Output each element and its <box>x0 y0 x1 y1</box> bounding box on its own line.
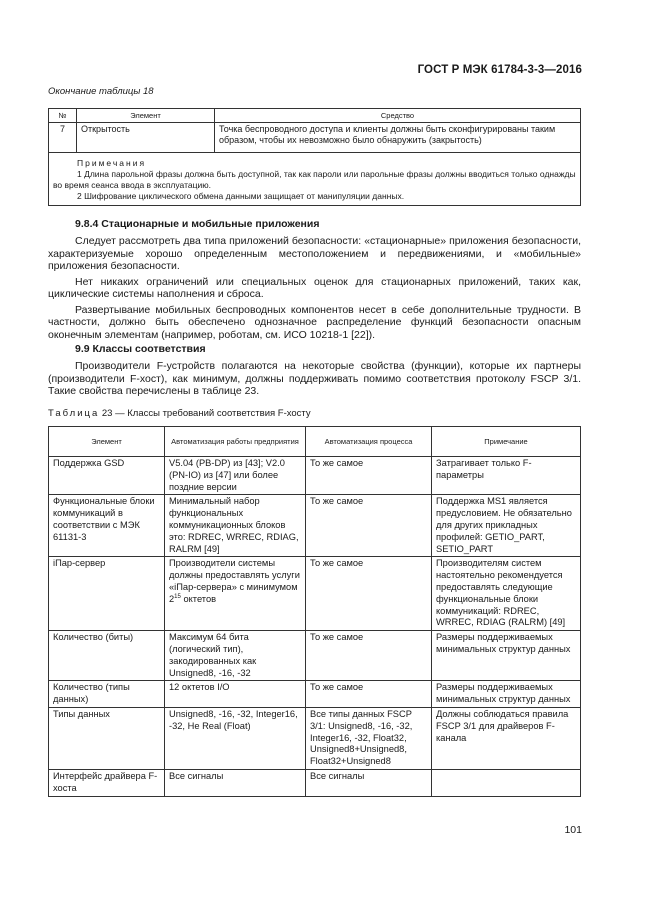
cell-element: Поддержка GSD <box>49 457 165 495</box>
note-2: 2 Шифрование циклического обмена данными защищает от манипуляции данных. <box>77 191 405 201</box>
cell-element: Интерфейс драйвера F-хоста <box>49 769 165 796</box>
header-cell: Автоматизация работы предприятия <box>165 427 306 457</box>
factory-text: Производители системы должны предоставлять услуги «iПар-сервера» с минимумом 2 <box>169 558 300 604</box>
page-number: 101 <box>564 824 582 836</box>
standard-code: ГОСТ Р МЭК 61784-3-3—2016 <box>417 64 582 76</box>
cell-factory: Unsigned8, -16, -32, Integer16, -32, Не Real (Float) <box>165 707 306 769</box>
header-cell: Элемент <box>77 109 215 123</box>
cell-note: Размеры поддерживаемых минимальных структур данных <box>432 631 581 681</box>
cell-process: То же самое <box>306 557 432 631</box>
cell-process: То же самое <box>306 457 432 495</box>
table-row <box>49 707 581 769</box>
section-9-8-4-body <box>48 235 581 341</box>
cell-note: Размеры поддерживаемых минимальных структур данных <box>432 681 581 708</box>
cell-note: Затрагивает только F-параметры <box>432 457 581 495</box>
cell-process: То же самое <box>306 631 432 681</box>
header-cell: Средство <box>215 109 581 123</box>
cell-factory: Минимальный набор функциональных коммуникационных блоков это: RDREC, WRREC, RDIAG, RALRM [49] <box>165 495 306 557</box>
paragraph: Следует рассмотреть два типа приложений безопасности: «стационарные» приложения безопасности, характеризуемые хорошо определенным местоположением и передвижениями, и «мобильные» приложения безопасности. <box>48 235 581 272</box>
caption-text: 23 — Классы требований соответствия F-хосту <box>101 408 311 419</box>
cell-element: Количество (типы данных) <box>49 681 165 708</box>
note-1: 1 Длина парольной фразы должна быть доступной, так как пароли или парольные фразы должны вводиться только однажды во время сеанса ввода в эксплуатацию. <box>53 169 576 190</box>
paragraph: Развертывание мобильных беспроводных компонентов несет в себе дополнительные трудности. В частности, должно быть обеспечено однозначное распределение функций безопасности опасным оконечным элементам (например, роботам, см. ИСО 10218-1 [22]). <box>48 303 581 341</box>
notes-title: Примечания <box>77 158 147 168</box>
notes-row <box>49 153 581 206</box>
table-row <box>49 123 581 153</box>
table-18 <box>48 108 581 206</box>
header-cell: Автоматизация процесса <box>306 427 432 457</box>
table-23 <box>48 426 581 797</box>
paragraph: Нет никаких ограничений или специальных оценок для стационарных приложений, таких как, циклические системы наполнения и сброса. <box>48 275 581 300</box>
cell-note: Производителям систем настоятельно рекомендуется предоставлять следующие функциональные блоки коммуникаций: RDREC, WRREC, RDIAG (RALRM) [49] <box>432 557 581 631</box>
cell-note: Поддержка MS1 является предусловием. Не обязательно для других прикладных профилей: GETIO_PART, SETIO_PART <box>432 495 581 557</box>
table-continuation-caption: Окончание таблицы 18 <box>48 86 154 97</box>
cell-element: Функциональные блоки коммуникаций в соответствии с МЭК 61131-3 <box>49 495 165 557</box>
table-header-row <box>49 109 581 123</box>
table-row <box>49 557 581 631</box>
cell-factory: Все сигналы <box>165 769 306 796</box>
section-heading-9-8-4: 9.8.4 Стационарные и мобильные приложения <box>75 218 320 230</box>
cell-factory: V5.04 (PB-DP) из [43]; V2.0 (PN-IO) из [47] или более поздние версии <box>165 457 306 495</box>
cell-process: Все сигналы <box>306 769 432 796</box>
cell-element: Типы данных <box>49 707 165 769</box>
caption-label: Таблица <box>48 408 100 419</box>
factory-text-end: октетов <box>180 593 217 604</box>
paragraph: Производители F-устройств полагаются на некоторые свойства (функции), которые их партнеры (производители F-хост), как минимум, должны поддерживать помимо соответствия протоколу FSCP 3/1. Такие свойства перечислены в таблице 23. <box>48 360 581 397</box>
cell-process: То же самое <box>306 495 432 557</box>
table-row <box>49 495 581 557</box>
section-9-9-body <box>48 360 581 398</box>
cell-process: То же самое <box>306 681 432 708</box>
exponent: 15 <box>174 593 181 600</box>
table-row <box>49 769 581 796</box>
row-element: Открытость <box>77 123 215 153</box>
header-cell: № <box>49 109 77 123</box>
header-cell: Примечание <box>432 427 581 457</box>
cell-note: Должны соблюдаться правила FSCP 3/1 для драйверов F-канала <box>432 707 581 769</box>
cell-factory: Максимум 64 бита (логический тип), закодированных как Unsigned8, -16, -32 <box>165 631 306 681</box>
header-cell: Элемент <box>49 427 165 457</box>
cell-element: iПар-сервер <box>49 557 165 631</box>
cell-factory <box>165 557 306 631</box>
table-23-caption <box>48 408 311 419</box>
row-means: Точка беспроводного доступа и клиенты должны быть сконфигурированы таким образом, чтобы их невозможно было обнаружить (закрытость) <box>215 123 581 153</box>
cell-factory: 12 октетов I/O <box>165 681 306 708</box>
section-heading-9-9: 9.9 Классы соответствия <box>75 343 206 355</box>
table-row <box>49 631 581 681</box>
cell-element: Количество (биты) <box>49 631 165 681</box>
table-row <box>49 681 581 708</box>
table-row <box>49 457 581 495</box>
row-number: 7 <box>49 123 77 153</box>
cell-process: Все типы данных FSCP 3/1: Unsigned8, -16, -32, Integer16, -32, Float32, Unsigned8+Unsigned8, Float32+Unsigned8 <box>306 707 432 769</box>
table-header-row <box>49 427 581 457</box>
cell-note <box>432 769 581 796</box>
